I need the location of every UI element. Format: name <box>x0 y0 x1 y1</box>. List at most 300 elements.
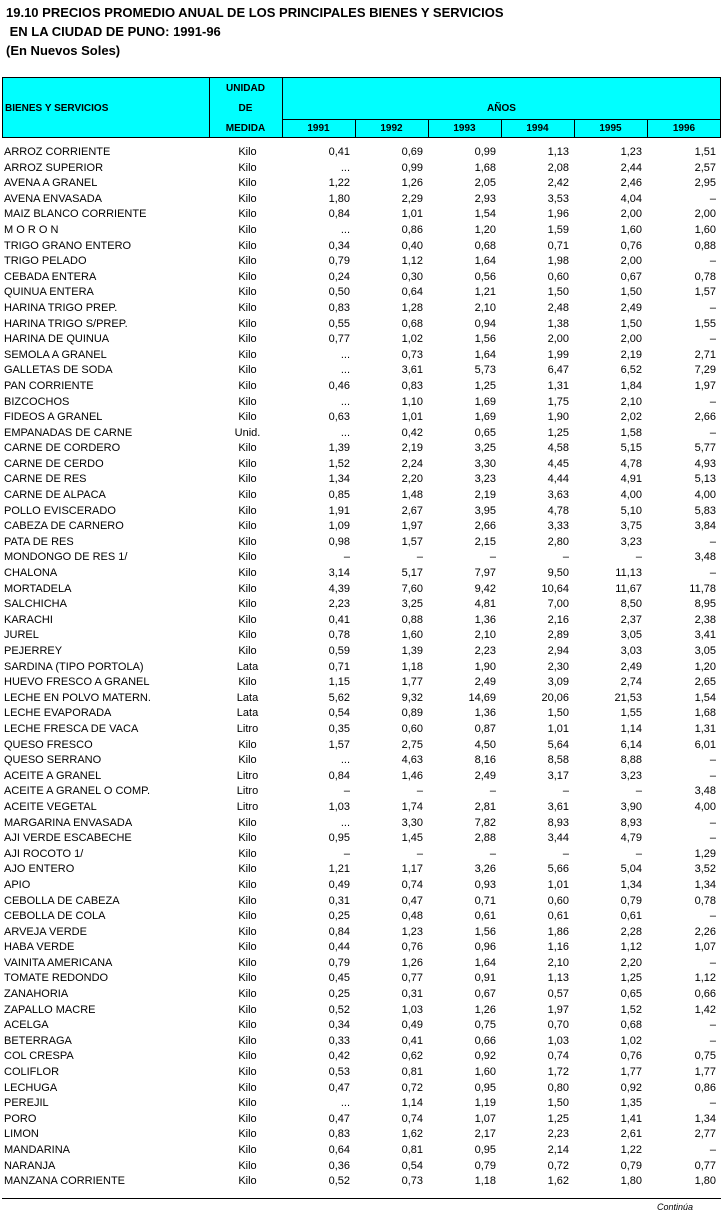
row-item-name: JUREL <box>4 629 39 642</box>
row-value-1995: 1,58 <box>620 426 642 439</box>
row-value-1994: 1,03 <box>547 1034 569 1047</box>
row-item-name: SALCHICHA <box>4 598 67 611</box>
row-unit: Kilo <box>238 863 257 876</box>
row-value-1992: 0,64 <box>401 286 423 299</box>
row-item-name: MORTADELA <box>4 582 72 595</box>
row-item-name: AVENA A GRANEL <box>4 177 98 190</box>
row-unit: Kilo <box>238 442 257 455</box>
row-unit: Kilo <box>238 738 257 751</box>
row-value-1994: – <box>562 785 569 798</box>
row-unit: Kilo <box>238 1175 257 1188</box>
row-value-1991: 1,09 <box>328 520 350 533</box>
row-unit: Kilo <box>238 1019 257 1032</box>
row-item-name: HARINA TRIGO PREP. <box>4 301 118 314</box>
row-value-1993: 1,07 <box>474 1112 496 1125</box>
row-value-1996: – <box>709 956 716 969</box>
row-value-1996: 3,48 <box>694 551 716 564</box>
row-value-1992: 0,48 <box>401 910 423 923</box>
row-value-1995: – <box>635 551 642 564</box>
row-value-1992: – <box>416 785 423 798</box>
row-value-1996: 3,48 <box>694 785 716 798</box>
row-item-name: ACELGA <box>4 1019 49 1032</box>
table-row <box>2 987 721 1003</box>
row-value-1993: 4,50 <box>474 738 496 751</box>
row-unit: Kilo <box>238 177 257 190</box>
row-value-1995: 1,22 <box>620 1144 642 1156</box>
row-value-1991: 1,91 <box>328 504 350 517</box>
row-unit: Kilo <box>238 582 257 595</box>
row-value-1996: 1,80 <box>694 1175 716 1188</box>
row-value-1996: – <box>709 192 716 205</box>
row-value-1994: 8,58 <box>547 754 569 767</box>
row-value-1996: 0,78 <box>694 270 716 283</box>
row-value-1993: 0,68 <box>474 239 496 252</box>
row-value-1991: 0,63 <box>328 411 350 424</box>
row-value-1994: – <box>562 551 569 564</box>
row-unit: Kilo <box>238 504 257 517</box>
row-unit: Kilo <box>238 457 257 470</box>
row-value-1996: – <box>709 910 716 923</box>
row-value-1992: 0,83 <box>401 379 423 392</box>
table-row <box>2 971 721 987</box>
row-value-1991: ... <box>340 816 350 829</box>
row-value-1993: 2,05 <box>474 177 496 190</box>
table-row <box>2 847 721 863</box>
row-value-1994: 5,64 <box>547 738 569 751</box>
row-value-1995: 2,46 <box>620 177 642 190</box>
row-value-1994: 1,01 <box>547 878 569 891</box>
row-value-1996: – <box>709 832 716 845</box>
row-item-name: HABA VERDE <box>4 941 75 954</box>
row-value-1992: 2,75 <box>401 738 423 751</box>
row-value-1996: 2,38 <box>694 613 716 626</box>
row-value-1991: 0,25 <box>328 988 350 1001</box>
row-value-1991: 2,23 <box>328 598 350 611</box>
row-value-1995: 1,55 <box>620 707 642 720</box>
table-row <box>2 363 721 379</box>
row-value-1993: 1,21 <box>474 286 496 299</box>
row-value-1992: 3,30 <box>401 816 423 829</box>
row-value-1993: 1,60 <box>474 1066 496 1079</box>
row-value-1996: 2,77 <box>694 1128 716 1141</box>
row-value-1992: 1,97 <box>401 520 423 533</box>
row-value-1994: 3,61 <box>547 800 569 813</box>
row-value-1994: 1,31 <box>547 379 569 392</box>
row-value-1992: 1,26 <box>401 177 423 190</box>
table-row <box>2 566 721 582</box>
row-value-1991: ... <box>340 348 350 361</box>
row-value-1996: 1,97 <box>694 379 716 392</box>
row-value-1995: 11,13 <box>615 567 642 580</box>
row-item-name: LECHE EN POLVO MATERN. <box>4 691 151 704</box>
row-value-1996: 2,00 <box>694 208 716 221</box>
row-value-1991: 0,49 <box>328 878 350 891</box>
row-value-1991: 0,84 <box>328 925 350 938</box>
row-value-1996: – <box>709 426 716 439</box>
row-value-1993: 0,95 <box>474 1144 496 1156</box>
table-row <box>2 753 721 769</box>
row-value-1994: 0,60 <box>547 270 569 283</box>
row-value-1996: – <box>709 395 716 408</box>
row-value-1991: 0,41 <box>328 613 350 626</box>
row-value-1993: 1,20 <box>474 223 496 236</box>
row-value-1991: 0,55 <box>328 317 350 330</box>
row-value-1996: 1,51 <box>694 146 716 158</box>
row-value-1995: 1,50 <box>620 286 642 299</box>
row-value-1993: 2,66 <box>474 520 496 533</box>
row-value-1995: 4,04 <box>620 192 642 205</box>
table-row <box>2 332 721 348</box>
table-row <box>2 956 721 972</box>
row-value-1993: 0,94 <box>474 317 496 330</box>
row-item-name: NARANJA <box>4 1159 56 1172</box>
table-row <box>2 691 721 707</box>
row-value-1991: 0,59 <box>328 645 350 657</box>
row-value-1994: 1,38 <box>547 317 569 330</box>
row-value-1994: 2,10 <box>547 956 569 969</box>
row-unit: Kilo <box>238 972 257 985</box>
row-item-name: ZANAHORIA <box>4 988 69 1001</box>
row-item-name: CHALONA <box>4 567 58 580</box>
table-row <box>2 504 721 520</box>
row-value-1995: 0,68 <box>620 1019 642 1032</box>
row-item-name: LIMON <box>4 1128 39 1141</box>
row-value-1992: 1,18 <box>401 660 423 673</box>
row-value-1991: 0,50 <box>328 286 350 299</box>
row-item-name: VAINITA AMERICANA <box>4 956 113 969</box>
row-value-1991: 1,21 <box>328 863 350 876</box>
row-value-1995: 1,52 <box>620 1003 642 1016</box>
table-row <box>2 426 721 442</box>
row-value-1995: 2,20 <box>620 956 642 969</box>
row-value-1996: 1,07 <box>694 941 716 954</box>
row-value-1995: 3,05 <box>620 629 642 642</box>
row-value-1993: 5,73 <box>474 364 496 377</box>
row-value-1996: – <box>709 301 716 314</box>
row-value-1996: 5,77 <box>694 442 716 455</box>
row-value-1994: 3,17 <box>547 769 569 782</box>
table-row <box>2 1049 721 1065</box>
row-value-1996: 2,71 <box>694 348 716 361</box>
row-value-1993: 0,95 <box>474 1081 496 1094</box>
row-value-1991: 0,95 <box>328 832 350 845</box>
table-row <box>2 301 721 317</box>
row-value-1991: 1,34 <box>328 473 350 486</box>
row-value-1993: – <box>489 847 496 860</box>
row-unit: Kilo <box>238 894 257 907</box>
row-value-1994: 2,80 <box>547 535 569 548</box>
row-item-name: EMPANADAS DE CARNE <box>4 426 133 439</box>
table-title: 19.10 PRECIOS PROMEDIO ANUAL DE LOS PRINCIPALES BIENES Y SERVICIOS <box>6 5 504 20</box>
row-value-1996: 0,77 <box>694 1159 716 1172</box>
table-row <box>2 223 721 239</box>
table-body <box>2 145 721 1190</box>
row-value-1991: ... <box>340 754 350 767</box>
row-value-1993: 1,56 <box>474 925 496 938</box>
row-value-1992: 0,47 <box>401 894 423 907</box>
row-value-1991: 0,71 <box>328 660 350 673</box>
row-unit: Kilo <box>238 270 257 283</box>
table-row <box>2 207 721 223</box>
row-unit: Kilo <box>238 333 257 346</box>
row-value-1994: 1,50 <box>547 1097 569 1110</box>
row-value-1993: 1,18 <box>474 1175 496 1188</box>
row-value-1996: 2,26 <box>694 925 716 938</box>
row-value-1994: 2,94 <box>547 645 569 657</box>
row-unit: Kilo <box>238 847 257 860</box>
row-value-1991: – <box>343 551 350 564</box>
row-value-1994: 1,97 <box>547 1003 569 1016</box>
row-unit: Kilo <box>238 910 257 923</box>
row-value-1995: 4,91 <box>620 473 642 486</box>
row-value-1995: 8,88 <box>620 754 642 767</box>
row-item-name: CARNE DE CERDO <box>4 457 104 470</box>
row-item-name: CEBADA ENTERA <box>4 270 97 283</box>
row-unit: Kilo <box>238 239 257 252</box>
row-value-1991: 0,42 <box>328 1050 350 1063</box>
row-item-name: MONDONGO DE RES 1/ <box>4 551 128 564</box>
row-item-name: AVENA ENVASADA <box>4 192 103 205</box>
row-value-1996: 0,86 <box>694 1081 716 1094</box>
row-value-1995: 2,00 <box>620 333 642 346</box>
row-value-1996: 4,00 <box>694 489 716 502</box>
row-value-1995: 2,02 <box>620 411 642 424</box>
row-value-1994: 7,00 <box>547 598 569 611</box>
row-value-1992: 0,73 <box>401 1175 423 1188</box>
row-value-1991: 0,44 <box>328 941 350 954</box>
table-row <box>2 161 721 177</box>
header-unidad-1: UNIDAD <box>226 83 265 94</box>
row-value-1995: 6,14 <box>620 738 642 751</box>
row-value-1995: 2,74 <box>620 676 642 689</box>
row-value-1996: – <box>709 567 716 580</box>
row-value-1995: 3,23 <box>620 535 642 548</box>
row-value-1992: 2,29 <box>401 192 423 205</box>
row-value-1992: 1,01 <box>401 208 423 221</box>
row-value-1995: 21,53 <box>614 691 642 704</box>
row-value-1992: 0,41 <box>401 1034 423 1047</box>
row-item-name: CARNE DE CORDERO <box>4 442 121 455</box>
row-value-1996: 5,13 <box>694 473 716 486</box>
row-value-1993: 7,82 <box>474 816 496 829</box>
row-value-1992: 1,57 <box>401 535 423 548</box>
row-value-1994: 20,06 <box>541 691 569 704</box>
row-value-1991: ... <box>340 426 350 439</box>
row-value-1995: 0,65 <box>620 988 642 1001</box>
row-item-name: CEBOLLA DE CABEZA <box>4 894 120 907</box>
row-unit: Kilo <box>238 941 257 954</box>
row-unit: Kilo <box>238 1144 257 1156</box>
row-value-1995: 5,15 <box>620 442 642 455</box>
row-value-1995: 3,23 <box>620 769 642 782</box>
row-value-1994: 10,64 <box>541 582 569 595</box>
row-value-1993: 1,64 <box>474 348 496 361</box>
row-item-name: TOMATE REDONDO <box>4 972 109 985</box>
row-value-1992: 0,74 <box>401 878 423 891</box>
row-item-name: QUESO SERRANO <box>4 754 102 767</box>
row-item-name: MARGARINA ENVASADA <box>4 816 133 829</box>
row-unit: Unid. <box>234 426 261 439</box>
row-value-1993: 1,68 <box>474 161 496 174</box>
row-value-1991: 0,33 <box>328 1034 350 1047</box>
row-unit: Kilo <box>238 676 257 689</box>
table-row <box>2 254 721 270</box>
row-value-1993: 9,42 <box>474 582 496 595</box>
row-value-1993: 0,56 <box>474 270 496 283</box>
row-item-name: BETERRAGA <box>4 1034 72 1047</box>
row-value-1991: 0,25 <box>328 910 350 923</box>
table-row <box>2 925 721 941</box>
table-row <box>2 878 721 894</box>
row-value-1994: 3,09 <box>547 676 569 689</box>
row-value-1995: 1,35 <box>620 1097 642 1110</box>
row-value-1993: 0,87 <box>474 722 496 735</box>
row-value-1995: 4,79 <box>620 832 642 845</box>
row-value-1995: 3,75 <box>620 520 642 533</box>
row-value-1994: 3,53 <box>547 192 569 205</box>
row-value-1994: 2,42 <box>547 177 569 190</box>
table-units: (En Nuevos Soles) <box>6 43 121 58</box>
row-value-1993: 1,69 <box>474 395 496 408</box>
row-value-1995: 1,77 <box>620 1066 642 1079</box>
row-value-1993: 14,69 <box>468 691 496 704</box>
row-value-1996: 2,95 <box>694 177 716 190</box>
row-value-1991: 0,53 <box>328 1066 350 1079</box>
row-value-1992: – <box>416 847 423 860</box>
header-unidad-3: MEDIDA <box>225 123 266 134</box>
row-value-1991: 0,84 <box>328 208 350 221</box>
row-value-1991: 0,41 <box>328 146 350 158</box>
row-unit: Kilo <box>238 754 257 767</box>
row-value-1992: 0,69 <box>401 146 423 158</box>
row-value-1994: – <box>562 847 569 860</box>
row-value-1992: 0,99 <box>401 161 423 174</box>
row-value-1993: – <box>489 551 496 564</box>
row-item-name: COLIFLOR <box>4 1066 60 1079</box>
row-value-1995: 1,50 <box>620 317 642 330</box>
row-item-name: MANDARINA <box>4 1144 71 1156</box>
row-value-1991: 0,34 <box>328 1019 350 1032</box>
row-value-1991: 0,24 <box>328 270 350 283</box>
row-value-1992: 1,10 <box>401 395 423 408</box>
row-value-1994: 1,13 <box>547 146 569 158</box>
row-value-1996: – <box>709 754 716 767</box>
row-value-1995: 0,76 <box>620 239 642 252</box>
row-value-1992: 0,54 <box>401 1159 423 1172</box>
row-value-1992: 0,49 <box>401 1019 423 1032</box>
row-value-1991: ... <box>340 223 350 236</box>
row-value-1991: 0,98 <box>328 535 350 548</box>
row-value-1996: 0,88 <box>694 239 716 252</box>
row-value-1996: 6,01 <box>694 738 716 751</box>
row-value-1994: 3,63 <box>547 489 569 502</box>
row-item-name: LECHUGA <box>4 1081 58 1094</box>
row-value-1991: 0,79 <box>328 255 350 268</box>
row-value-1992: 0,86 <box>401 223 423 236</box>
row-value-1996: – <box>709 1034 716 1047</box>
row-value-1994: 2,00 <box>547 333 569 346</box>
row-value-1992: 2,67 <box>401 504 423 517</box>
row-value-1992: 0,81 <box>401 1066 423 1079</box>
table-row <box>2 192 721 208</box>
row-value-1993: 0,75 <box>474 1019 496 1032</box>
row-unit: Kilo <box>238 645 257 657</box>
row-value-1994: 2,16 <box>547 613 569 626</box>
row-value-1996: 4,93 <box>694 457 716 470</box>
row-value-1996: 1,55 <box>694 317 716 330</box>
table-row <box>2 1159 721 1175</box>
row-unit: Kilo <box>238 988 257 1001</box>
row-item-name: ZAPALLO MACRE <box>4 1003 96 1016</box>
row-item-name: SARDINA (TIPO PORTOLA) <box>4 660 144 673</box>
row-value-1993: 0,71 <box>474 894 496 907</box>
row-item-name: CARNE DE RES <box>4 473 87 486</box>
row-value-1991: 1,52 <box>328 457 350 470</box>
row-value-1995: 3,03 <box>620 645 642 657</box>
row-item-name: PATA DE RES <box>4 535 74 548</box>
table-row <box>2 550 721 566</box>
table-row <box>2 457 721 473</box>
row-value-1991: 1,15 <box>328 676 350 689</box>
row-value-1994: 4,58 <box>547 442 569 455</box>
row-unit: Kilo <box>238 1159 257 1172</box>
row-value-1994: 1,62 <box>547 1175 569 1188</box>
row-value-1992: 1,74 <box>401 800 423 813</box>
row-value-1995: 1,12 <box>620 941 642 954</box>
row-value-1993: 1,36 <box>474 707 496 720</box>
row-value-1993: 2,10 <box>474 629 496 642</box>
row-item-name: ARROZ CORRIENTE <box>4 146 111 158</box>
row-item-name: GALLETAS DE SODA <box>4 364 113 377</box>
row-value-1995: 1,60 <box>620 223 642 236</box>
row-value-1992: 0,73 <box>401 348 423 361</box>
row-value-1996: 3,84 <box>694 520 716 533</box>
row-value-1996: 2,57 <box>694 161 716 174</box>
row-value-1991: 1,03 <box>328 800 350 813</box>
row-value-1996: 1,20 <box>694 660 716 673</box>
row-value-1996: 1,57 <box>694 286 716 299</box>
row-value-1994: 2,14 <box>547 1144 569 1156</box>
row-item-name: MAIZ BLANCO CORRIENTE <box>4 208 147 221</box>
row-value-1994: 8,93 <box>547 816 569 829</box>
row-value-1995: 0,79 <box>620 894 642 907</box>
header-year: 1994 <box>526 123 549 134</box>
row-value-1995: 1,25 <box>620 972 642 985</box>
row-value-1994: 5,66 <box>547 863 569 876</box>
table-row <box>2 613 721 629</box>
table-row <box>2 706 721 722</box>
row-item-name: CARNE DE ALPACA <box>4 489 106 502</box>
row-value-1995: 0,79 <box>620 1159 642 1172</box>
row-unit: Kilo <box>238 1066 257 1079</box>
row-value-1994: 4,45 <box>547 457 569 470</box>
row-value-1991: 0,36 <box>328 1159 350 1172</box>
row-value-1996: 2,66 <box>694 411 716 424</box>
row-value-1996: 8,95 <box>694 598 716 611</box>
row-value-1996: 2,65 <box>694 676 716 689</box>
table-row <box>2 660 721 676</box>
row-value-1996: 7,29 <box>694 364 716 377</box>
row-value-1995: – <box>635 847 642 860</box>
row-value-1996: 1,54 <box>694 691 716 704</box>
row-value-1995: 2,44 <box>620 161 642 174</box>
row-item-name: HUEVO FRESCO A GRANEL <box>4 676 150 689</box>
row-value-1995: 11,67 <box>615 582 642 595</box>
table-row <box>2 644 721 660</box>
row-item-name: LECHE EVAPORADA <box>4 707 112 720</box>
row-value-1993: 0,79 <box>474 1159 496 1172</box>
row-value-1993: 3,25 <box>474 442 496 455</box>
